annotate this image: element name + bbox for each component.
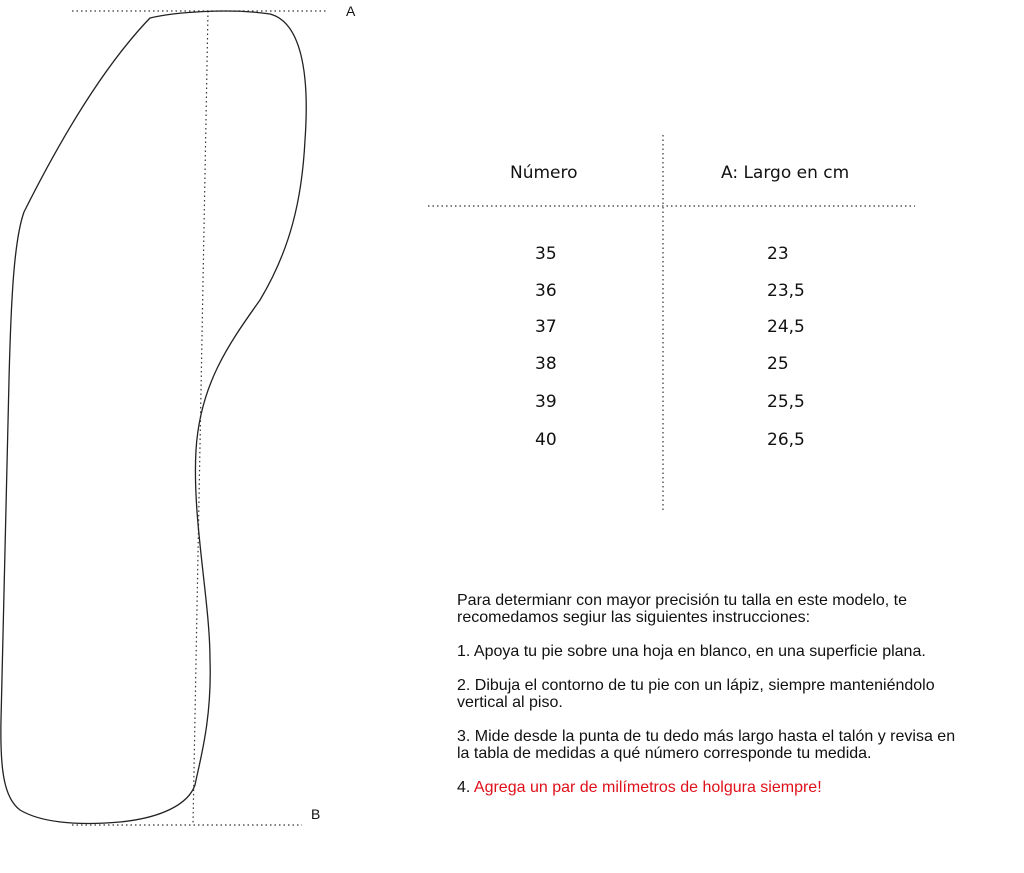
instruction-step-4	[457, 779, 957, 796]
size-length-cell: 23	[767, 244, 789, 264]
size-number-cell: 40	[535, 430, 557, 450]
size-length-cell: 26,5	[767, 430, 805, 450]
instruction-step-1: 1. Apoya tu pie sobre una hoja en blanco, en una superficie plana.	[457, 643, 926, 660]
instructions-intro: Para determianr con mayor precisión tu talla en este modelo, te recomedamos segiur las siguientes instrucciones:	[457, 592, 908, 626]
size-number-cell: 38	[535, 354, 557, 374]
size-number-cell: 36	[535, 281, 557, 301]
header-number: Número	[510, 163, 578, 183]
size-length-cell: 25	[767, 354, 789, 374]
header-length: A: Largo en cm	[721, 163, 850, 183]
marker-b-label: B	[311, 806, 321, 822]
size-length-cell: 25,5	[767, 392, 805, 412]
size-length-cell: 23,5	[767, 281, 805, 301]
size-number-cell: 35	[535, 244, 557, 264]
instruction-step-4-text: Agrega un par de milímetros de holgura siempre!	[473, 779, 822, 796]
size-number-cell: 37	[535, 317, 557, 337]
instruction-step-3: 3. Mide desde la punta de tu dedo más largo hasta el talón y revisa en la tabla de medidas a qué número corresponde tu medida.	[457, 728, 956, 762]
size-number-cell: 39	[535, 392, 557, 412]
measuring-instructions	[457, 592, 957, 813]
instruction-step-4-number: 4.	[457, 779, 471, 796]
size-length-cell: 24,5	[767, 317, 805, 337]
marker-a-label: A	[346, 3, 356, 19]
instruction-step-2: 2. Dibuja el contorno de tu pie con un lápiz, siempre manteniéndolo vertical al piso.	[457, 677, 935, 711]
